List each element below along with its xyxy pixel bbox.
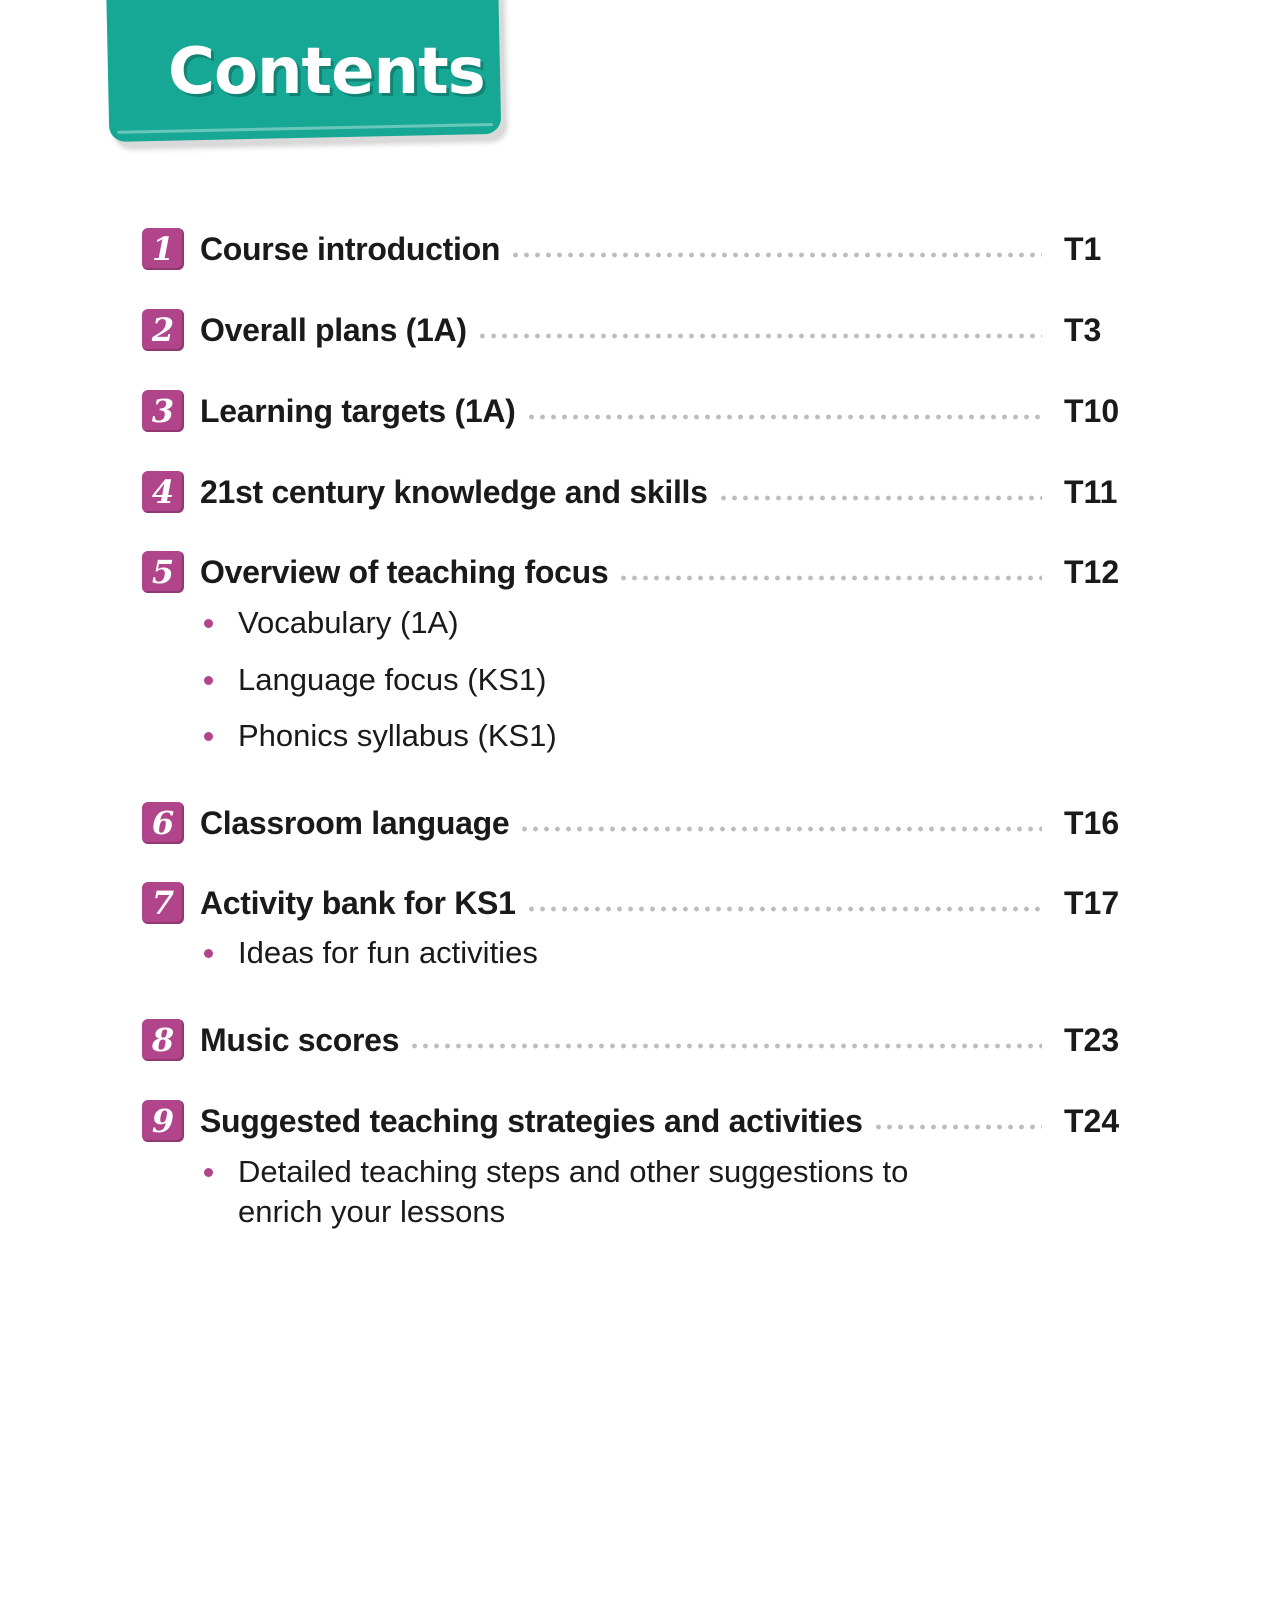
page-number: T12 [1064, 553, 1120, 590]
page-number: T1 [1064, 230, 1102, 267]
number-badge: 9 [142, 1100, 184, 1142]
dot-leader [526, 412, 1042, 422]
number-badge: 4 [142, 471, 184, 513]
bullet-icon [204, 619, 213, 628]
page-number: T16 [1064, 804, 1120, 841]
entry-title: Overall plans (1A) [200, 311, 467, 348]
sub-item: Ideas for fun activities [200, 933, 960, 973]
number-badge: 8 [142, 1019, 184, 1061]
toc-entry-5 [142, 549, 1152, 595]
sub-item: Vocabulary (1A) [200, 603, 960, 643]
toc-entry-4 [142, 469, 1152, 515]
bullet-icon [204, 732, 213, 741]
page-number: T11 [1064, 473, 1118, 510]
entry-title: Course introduction [200, 230, 501, 267]
dot-leader [409, 1041, 1042, 1051]
dot-leader [519, 824, 1042, 834]
entry-title: 21st century knowledge and skills [200, 473, 708, 510]
page-number: T17 [1064, 884, 1120, 921]
toc-entry-7 [142, 880, 1152, 926]
page-number: T24 [1064, 1102, 1120, 1139]
toc-entry-6 [142, 800, 1152, 846]
page-title: Contents [168, 35, 485, 109]
page-number: T3 [1064, 311, 1102, 348]
bullet-icon [204, 676, 213, 685]
bullet-icon [204, 1168, 213, 1177]
dot-leader [873, 1122, 1042, 1132]
toc-entry-3 [142, 388, 1152, 434]
sub-item: Detailed teaching steps and other suggestions to enrich your lessons [200, 1152, 920, 1232]
entry-title: Activity bank for KS1 [200, 884, 516, 921]
number-badge: 6 [142, 802, 184, 844]
sub-item: Phonics syllabus (KS1) [200, 716, 960, 756]
toc-entry-2 [142, 307, 1152, 353]
entry-title: Learning targets (1A) [200, 392, 516, 429]
dot-leader [618, 573, 1042, 583]
toc-entry-8 [142, 1017, 1152, 1063]
page-number: T23 [1064, 1021, 1120, 1058]
entry-title: Music scores [200, 1021, 400, 1058]
dot-leader [718, 493, 1042, 503]
entry-title: Classroom language [200, 804, 510, 841]
sub-item: Language focus (KS1) [200, 660, 960, 700]
page-number: T10 [1064, 392, 1120, 429]
number-badge: 5 [142, 551, 184, 593]
number-badge: 7 [142, 882, 184, 924]
toc-entry-9 [142, 1098, 1152, 1144]
number-badge: 3 [142, 390, 184, 432]
bullet-icon [204, 949, 213, 958]
number-badge: 1 [142, 228, 184, 270]
dot-leader [526, 904, 1042, 914]
dot-leader [510, 250, 1042, 260]
entry-title: Overview of teaching focus [200, 553, 609, 590]
dot-leader [477, 331, 1042, 341]
number-badge: 2 [142, 309, 184, 351]
toc-entry-1 [142, 226, 1152, 272]
entry-title: Suggested teaching strategies and activities [200, 1102, 863, 1139]
